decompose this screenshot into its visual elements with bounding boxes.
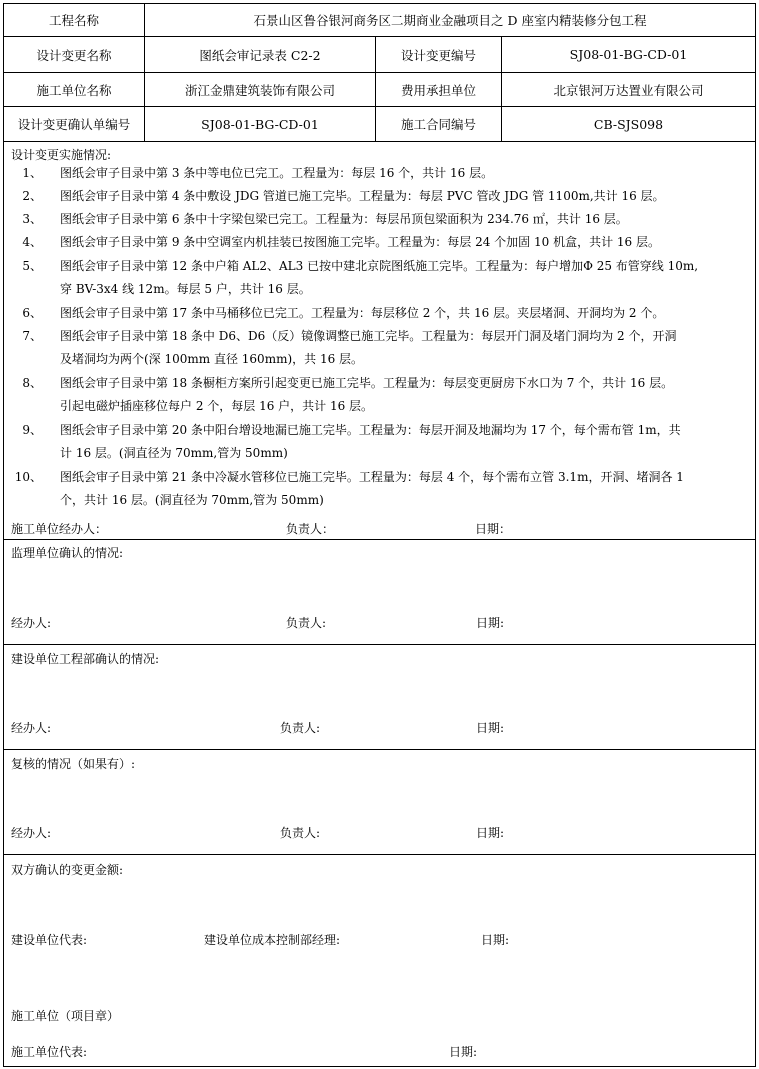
date-label: 日期: (476, 616, 505, 630)
item-number: 3、 (22, 212, 42, 226)
project-label: 工程名称 (48, 13, 99, 28)
section-divider (4, 539, 755, 540)
row-divider (4, 141, 755, 142)
item-line: 图纸会审子目录中第 9 条中空调室内机挂装已按图施工完毕。工程量为：每层 24 个加固 10 机盒，共计 16 层。 (60, 235, 660, 249)
date-label: 日期: (481, 933, 510, 947)
item-line: 及堵洞均为两个(深 100mm 直径 160mm)，共 16 层。 (60, 352, 364, 366)
item-line: 图纸会审子目录中第 20 条中阳台增设地漏已施工完毕。工程量为：每层开洞及地漏均为 17 个，每个需布管 1m，共 (60, 423, 681, 437)
item-number: 10、 (14, 470, 42, 484)
responsible-label: 负责人: (286, 616, 327, 630)
section-divider (4, 854, 755, 855)
item-line: 图纸会审子目录中第 17 条中马桶移位已完工。工程量为：每层移位 2 个，共 16 层。夹层堵洞、开洞均为 2 个。 (60, 306, 665, 320)
contract-no-value: CB-SJS098 (593, 116, 664, 132)
item-line: 穿 BV-3x4 线 12m。每层 5 户，共计 16 层。 (60, 282, 311, 296)
item-number: 9、 (22, 423, 42, 437)
handler-label: 经办人: (11, 721, 52, 735)
supervision-title: 监理单位确认的情况: (11, 546, 124, 560)
confirm-no-label: 设计变更确认单编号 (17, 117, 131, 132)
item-number: 2、 (22, 189, 42, 203)
contractor-label: 施工单位名称 (36, 82, 112, 98)
project-value: 石景山区鲁谷银河商务区二期商业金融项目之 D 座室内精装修分包工程 (253, 13, 647, 28)
contract-no-label: 施工合同编号 (400, 117, 476, 132)
item-line: 图纸会审子目录中第 4 条中敷设 JDG 管道已施工完毕。工程量为：每层 PVC 管改 JDG 管 1100m,共计 16 层。 (60, 189, 665, 203)
item-number: 4、 (22, 235, 42, 249)
owner-rep-label: 建设单位代表: (11, 933, 88, 947)
item-line: 图纸会审子目录中第 3 条中等电位已完工。工程量为：每层 16 个，共计 16 层。 (60, 166, 494, 180)
item-number: 6、 (22, 306, 42, 320)
change-confirmation-form (3, 3, 756, 1067)
item-number: 8、 (22, 376, 42, 390)
responsible-label: 负责人： (286, 522, 335, 536)
item-line: 图纸会审子目录中第 12 条中户箱 AL2、AL3 已按中建北京院图纸施工完毕。工程量为：每户增加Φ 25 布管穿线 10m, (60, 259, 699, 273)
section-divider (4, 644, 755, 645)
contractor-rep-label: 施工单位代表: (11, 1045, 88, 1059)
item-line: 图纸会审子目录中第 6 条中十字梁包梁已完工。工程量为：每层吊顶包梁面积为 234.76 ㎡，共计 16 层。 (60, 212, 628, 226)
handler-label: 经办人: (11, 826, 52, 840)
owner-dept-title: 建设单位工程部确认的情况: (11, 652, 160, 666)
item-line: 图纸会审子目录中第 18 条橱柜方案所引起变更已施工完毕。工程量为：每层变更厨房下水口为 7 个，共计 16 层。 (60, 376, 674, 390)
item-line: 图纸会审子目录中第 18 条中 D6、D6（反）镜像调整已施工完毕。工程量为：每层开门洞及堵门洞均为 2 个，开洞 (60, 329, 677, 343)
amount-title: 双方确认的变更金额: (11, 863, 124, 877)
section-divider (4, 749, 755, 750)
change-name-value: 图纸会审记录表 C2-2 (199, 47, 321, 63)
confirm-no-value: SJ08-01-BG-CD-01 (201, 116, 319, 132)
contractor-handler-label: 施工单位经办人： (11, 522, 108, 536)
change-no-value: SJ08-01-BG-CD-01 (569, 47, 688, 62)
change-name-label: 设计变更名称 (36, 47, 112, 63)
date-label: 日期: (476, 826, 505, 840)
contractor-value: 浙江金鼎建筑装饰有限公司 (184, 82, 335, 98)
change-no-label: 设计变更编号 (400, 47, 476, 63)
item-line: 引起电磁炉插座移位每户 2 个，每层 16 户，共计 16 层。 (60, 399, 374, 413)
responsible-label: 负责人: (280, 721, 321, 735)
cost-party-label: 费用承担单位 (400, 82, 476, 98)
date-label: 日期: (476, 721, 505, 735)
date-label: 日期: (449, 1045, 478, 1059)
cost-party-value: 北京银河万达置业有限公司 (553, 82, 704, 98)
item-number: 1、 (22, 166, 42, 180)
date-label: 日期： (475, 522, 512, 536)
responsible-label: 负责人: (280, 826, 321, 840)
item-line: 个，共计 16 层。(洞直径为 70mm,管为 50mm) (60, 493, 324, 507)
cost-manager-label: 建设单位成本控制部经理: (204, 933, 341, 947)
handler-label: 经办人: (11, 616, 52, 630)
item-line: 计 16 层。(洞直径为 70mm,管为 50mm) (60, 446, 288, 460)
item-number: 5、 (22, 259, 42, 273)
contractor-seal-label: 施工单位（项目章） (11, 1009, 120, 1023)
item-line: 图纸会审子目录中第 21 条中冷凝水管移位已施工完毕。工程量为：每层 4 个，每个需布立管 3.1m，开洞、堵洞各 1 (60, 470, 684, 484)
review-title: 复核的情况（如果有）: (11, 757, 136, 771)
item-number: 7、 (22, 329, 42, 343)
implementation-title: 设计变更实施情况: (11, 148, 112, 162)
